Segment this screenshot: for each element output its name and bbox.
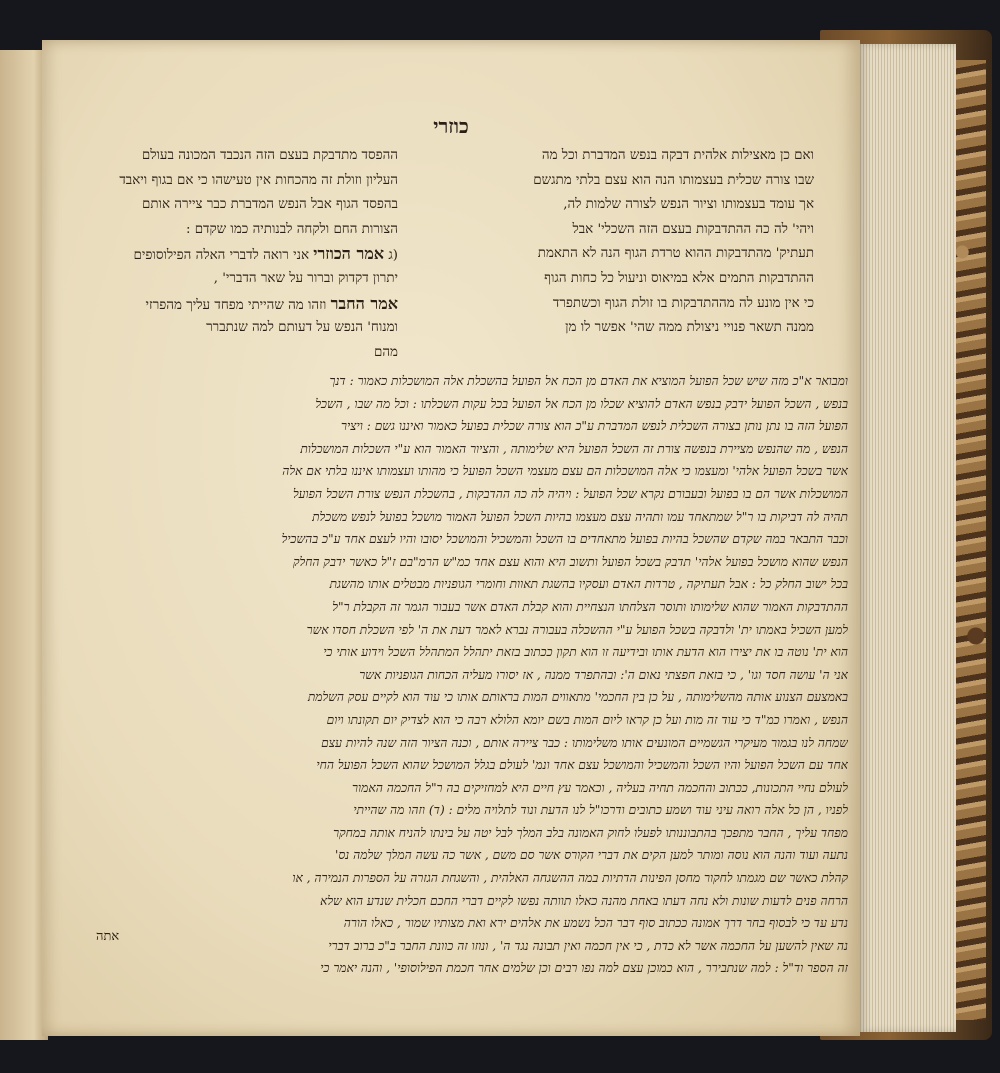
commentary-line: הנפש שהוא מושכל בפועל אלהי' תדבק בשכל הפועל ותשוב היא והוא עצם אחד כמ"ש הרמ"בם ז"ל כאשר ידבק החלק	[292, 554, 848, 569]
text-line: ואם כן מאצילות אלהית דבקה בנפש המדברת וכל מה	[541, 148, 814, 163]
text-line: ממנה תשאר פנויי ניצולת ממה שהי' אפשר לו מן	[565, 320, 814, 336]
line-text: וזהו מה שהייתי מפחד עליך מהפרזי	[145, 297, 327, 313]
text-line: ההתדבקות התמים אלא במיאוס וניעול כל כחות הגוף	[544, 270, 814, 286]
commentary-line: הרחה פנים לדעות שונות ולא נחה דעתו באחת מהנה כאלו תוותה נפשו לקיים דברי החכם חכלית שנדע הוא שלא	[320, 893, 848, 908]
text-line	[58, 193, 398, 218]
commentary-line: שמחה לנו בגמור מעיקרי הגשמיים המונעים אותו משלימותו : כבר ציירה אותם , וכנה הציור הזה שנה להיות עצם	[321, 735, 848, 750]
page-edges	[858, 44, 956, 1032]
text-line	[58, 144, 398, 169]
line-text: מהם	[374, 344, 398, 360]
speaker-label: אמר החבר	[330, 293, 398, 313]
commentary-line: אחד עם השכל הפועל והיו השכל והמשכיל והמושכל עצם אחד ונמ' לעולם בגלל המושכל שהוא השכל הפועל החי	[316, 758, 848, 773]
main-text-right-column	[410, 144, 814, 341]
commentary-line: נדע עד כי לבסוף בחר דרך אמונה ככתוב סוף דבר הכל נשמע את אלהים ירא ואת מצותיו שמור , כאלו הורה	[343, 916, 848, 931]
commentary-line: באמצעם הצנוע אותה מהשלימותה , על כן בין החכמי' מתאווים המות בראותם אותו כי עוד הוא לקיים עסק השלמת	[307, 690, 848, 705]
line-text: ההפסד מתדבקת בעצם הזה הנכבד המכונה בעולם	[141, 148, 398, 163]
marbled-edge	[952, 60, 986, 1020]
text-line	[58, 218, 398, 243]
text-line	[58, 169, 398, 194]
commentary-line: זה הספר וד"ל : למה שנתבירר , הוא כמוכן עצם למה נפו רבים וכן שלמים אחר חכמת הפילוסופי' , והנה יאמר כי	[320, 961, 848, 976]
text-line: כי אין מונע לה מההתדבקות בו זולת הגוף וכשתפרד	[552, 295, 814, 311]
text-line	[58, 316, 398, 341]
commentary-line: בנפש , השכל הפועל ידבק בנפש האדם להוציא שכלו מן הכח אל הפועל בכל עקות השכלתו : וכל מה שבו , השכל	[315, 396, 848, 411]
speaker-label: אמר הכוזרי	[313, 244, 385, 264]
line-text: העליון וזולת זה מהכחות אין טעישהו כי אם בגוף ויאבד	[119, 172, 398, 188]
commentary-line: לעולם נחיי התכונות, ככתוב והחכמה תחיה בעליה , וכאמר עץ חיים היא למחזיקים בה ר"ל החכמה האמור	[352, 780, 848, 795]
commentary-line: המושכלות אשר הם בו בפועל ובעבורם נקרא שכל הפועל : ויהיה לה כה ההדבקות , בהשכלת הנפש צורת השכל הפועל	[292, 486, 848, 501]
running-head: כוזרי	[433, 114, 469, 138]
text-line	[58, 341, 398, 366]
commentary-line: בכל ישוב החלק כל : אבל תעתיקה , טרדות האדם ועסקיו בהשגת תאוות וחומרי הגופניות מבטלים אותו מהשגת	[329, 577, 848, 592]
line-text: בהפסד הגוף אבל הנפש המדברת כבר ציירה אותם	[142, 197, 398, 213]
commentary-line: וכבר התבאר במה שקדם שהשכל בהיות בפועל מתאחדים בו השכל והמשכיל והמושכל יסובו והיו לעצם אחד ע"כ בהשכיל	[281, 532, 848, 547]
left-page-sliver	[0, 50, 48, 1040]
commentary-line: ומבואר א"כ מזה שיש שכל הפועל המוציא את האדם מן הכח אל הפועל בהשכלת אלה המושכלות כאמור : דנך	[329, 374, 848, 388]
line-text: יתרון דקדוק וברור על שאר הדברי' ,	[213, 270, 398, 286]
commentary-line: הוא ית' נוטה בו את יצירו הוא הדעת אותו ובידיעה זו הוא תקון ככתוב בזאת יתהלל המתהלל השכל וידוע אותי כי	[323, 645, 848, 660]
text-line: אך עומד בעצמותו וציור הנפש לצורה שלמות לה,	[563, 197, 814, 213]
commentary-line: אני ה' עושה חסד וגו' , כי בזאת חפצתי נאום ה': ובהתפרד ממנה , אז יסורו מעליה הכחות הגופניות אשר	[359, 667, 848, 682]
commentary-line: הפועל הזה בו נתן נותן בצורה השכלית לנפש המדברת ע"כ הוא צורה שכלית בפועל כאמור ואיננו גשם : ויציר	[340, 419, 848, 434]
commentary-line: נתעה ועוד והנה הוא נוסה ומותר למען הקים את דברי הקורס אשר סם משם , אשר כה עשה המלך שלמה נס'	[335, 848, 848, 863]
text-line: ויהי' לה כה ההתדבקות בעצם הזה השכלי' אבל	[572, 221, 814, 237]
commentary-line: תהיה לה דביקות בו ר"ל שמתאחד עמו ותהיה עצם מעצמו בהיות השכל הפועל האמור מושכל בפועל לנפש משכלת	[312, 509, 848, 524]
commentary-line: אשר בשכל הפועל אלהי' ומעצמו כי אלה המושכלות הם עצם מעצמי השכל הפועל כי מהותו ועצמותו איננו בלתי אם אלה	[282, 464, 848, 479]
commentary-line: נה שאין להשען על החכמה אשר לא כדת , כי אין חכמה ואין תבונה נגד ה' , ונוזו זה כוונת החבר ב"כ ברוב דברי	[328, 938, 848, 953]
text-line	[58, 292, 398, 317]
main-text-left-column	[58, 144, 398, 365]
commentary-block	[48, 370, 848, 980]
commentary-line: הנפש , מה שהנפש מציירת בנפשה צורת זה השכל הפועל היא שלימותה , והציור האמור הוא ע"י השכלות המושכלות	[300, 441, 848, 456]
commentary-line: לפניו , הן כל אלה רואה עיני עוד ושמע כתובים ודרכו"ל לנו הדעת ונוד לתלויה מלים : (ד) וזהו מה שהייתי	[353, 803, 848, 818]
commentary-line: קהלת כאשר שם מגמתו לחקור מחסן הפינות הדתיות במה ההשגחה האלהית , והשגחת הגזרה על הספרות הנמירה , או	[292, 871, 848, 886]
commentary-line: ההתדבקות האמור שהוא שלימותו ותוסר הצלחתו הנצחיית והוא קבלת האדם אשר בעבור הגמר זה הקבלת ר"ל	[332, 599, 848, 614]
commentary-line: הנפש , ואמרו כמ"ד כי עוד זה מות ועל כן קראו ליום המות בשם יומא הלולא רבה כי הוא לצדיק יום תקונתו ויום	[326, 712, 848, 727]
text-line	[58, 267, 398, 292]
section-number: (ג	[388, 248, 398, 264]
text-line: תעתיק' מהתדבקות ההוא טרדת הגוף הנה לא התאמת	[537, 246, 814, 262]
book-page	[42, 40, 860, 1036]
commentary-line: מפחד עליך , החבר מתפכך בהתבוננותו לפעלו לחוק האמונה בלב המלך לבל יטה על בינתו להניח אותה במחקר	[333, 825, 848, 840]
text-line	[58, 242, 398, 267]
catchword: אתה	[96, 929, 120, 944]
line-text: אני רואה לדברי האלה הפילוסופים	[133, 248, 309, 264]
line-text: ומנוח' הנפש על דעותם למה שנתברר	[206, 320, 398, 336]
commentary-line: למען השכיל באמתו ית' ולדבקה בשכל הפועל ע"י ההשכלה בעבורה נברא לאמר דעת את ה' לפי השכלת חסדו אשר	[306, 622, 848, 637]
text-line: שבו צורה שכלית בעצמותו הנה הוא עצם בלתי מתגשם	[533, 172, 814, 188]
line-text: הצורות החם ולקחה לבנותיה כמו שקדם :	[185, 221, 398, 237]
